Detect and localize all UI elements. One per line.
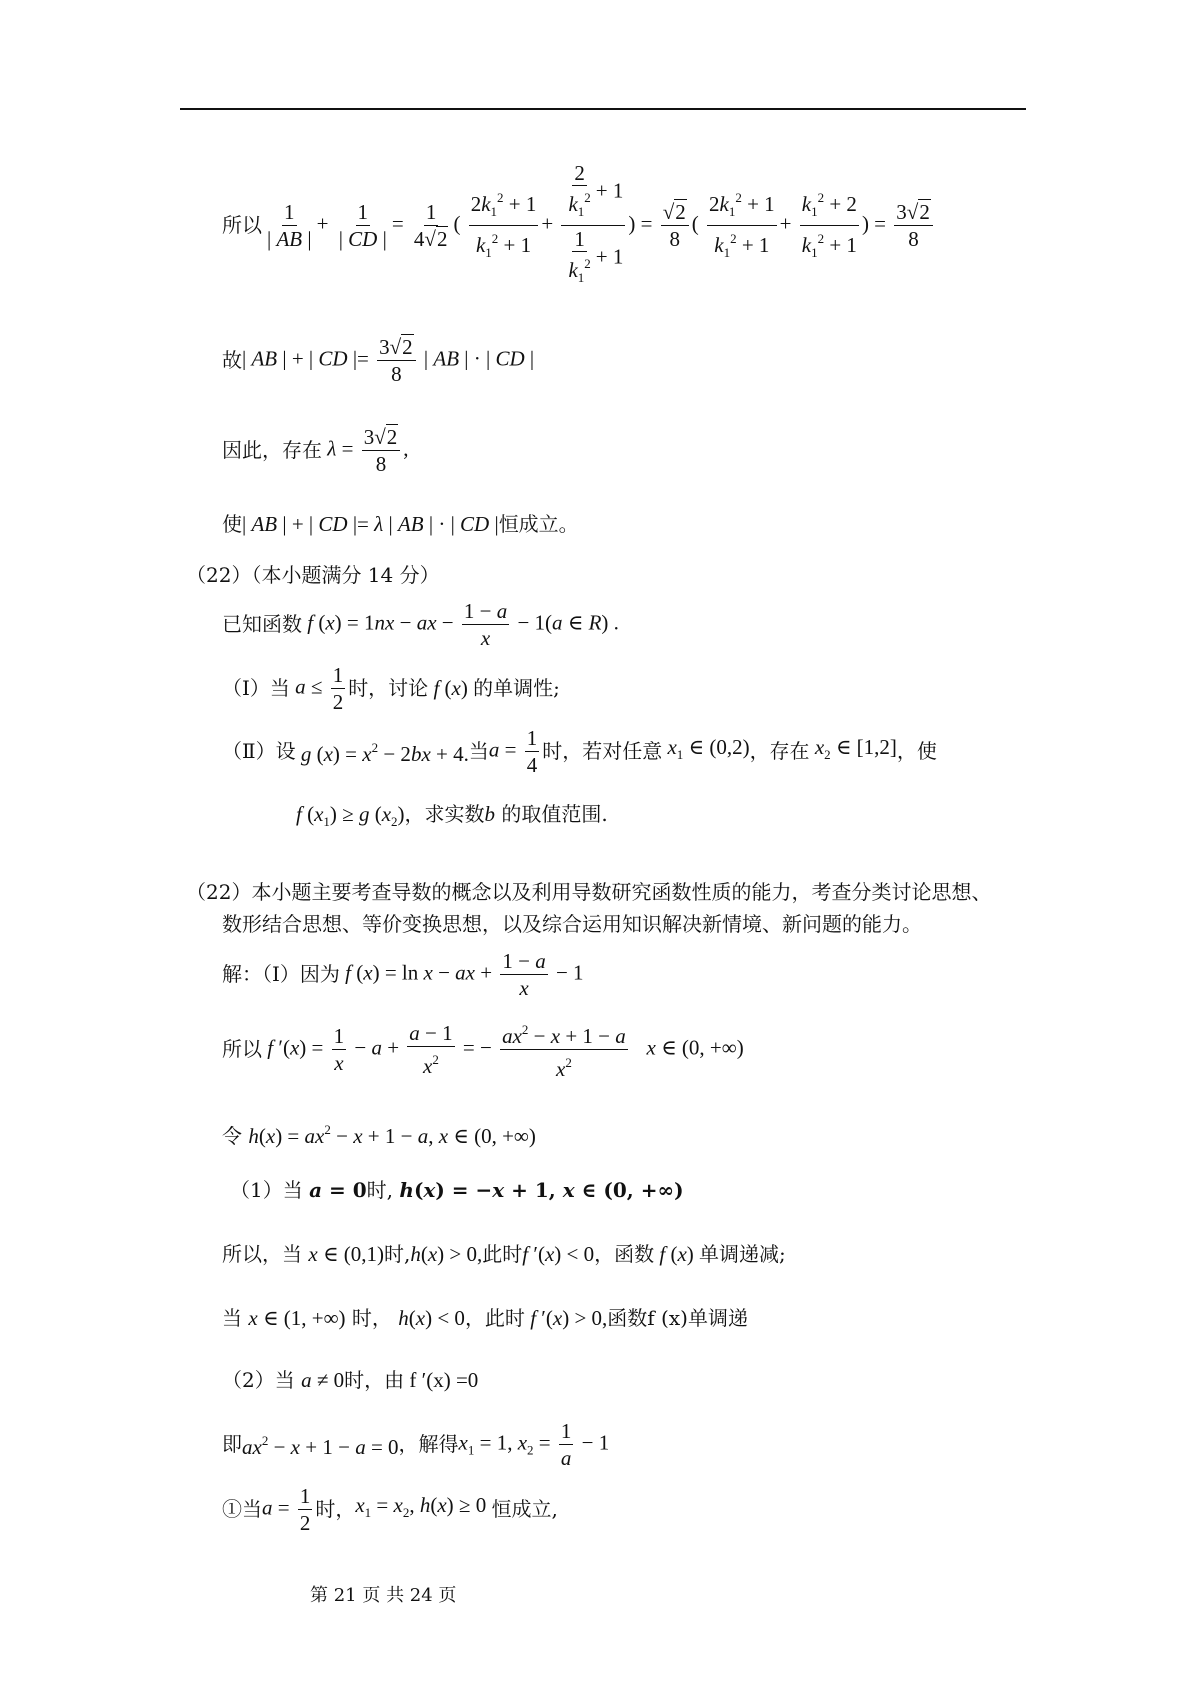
solution-case1: （1）当 a = 0时, h(x) = −x + 1, x ∈ (0, +∞) [230,1178,684,1202]
solution-derivative: 所以 f ′(x) = $\frac{1}{x}$ − a + $\frac{a - 1}{x^2}$ = − $\frac{ax^2 - x + 1 - a}{x^2}$ x ∈ (0, +∞) [222,1016,744,1082]
analysis-line1: （22）本小题主要考查导数的概念以及利用导数研究函数性质的能力，考查分类讨论思想、 [186,880,992,904]
solution-case1-inc: 当 x ∈ (1, +∞) 时， h(x) < 0，此时 f ′(x) > 0,函数f (x)单调递 [222,1306,748,1330]
problem-intro: 已知函数 f (x) = 1nx − ax − $\frac{1 - a}{x}$ − 1(a ∈ R) . [222,598,619,650]
solution-circ1: ①当 a = $\frac{1}{2}$ 时， $x_1 = x_2$, h(x) ≥ 0 恒成立, [222,1483,558,1535]
solution-case2: （2）当 a ≠ 0时，由 f ′(x) =0 [222,1368,479,1392]
solution-ling: 令 $h(x) = ax^2 - x + 1 - a$, x ∈ (0, +∞) [222,1122,536,1148]
analysis-line2: 数形结合思想、等价变换思想，以及综合运用知识解决新情境、新问题的能力。 [222,912,922,936]
equation-sum-reciprocals: 所以 $\frac{1}{| AB |}$ + $\frac{1}{| CD |}$ = $\frac{1}{4√2}$ ( $\frac{2k_1^2 + 1}{k_1^2 + 1}$ + $\frac{2}{k_1^2}$ + 1 $\frac{1}{k_1^2}$ + 1 ) = $\frac{√2}{8}$ ( $\frac{2k_1^2 + 1}{k_1^2 + 1}$ + $\frac{k_1^2 + 2}{k_1^2 + 1}$ ) = $\frac{3√2}{8}$ [222,150,936,300]
problem-part1: （Ⅰ）当 a ≤ $\frac{1}{2}$ 时，讨论 f (x) 的单调性; [222,662,560,714]
text-suoyi: 所以 [222,213,262,237]
solution-case1-dec: 所以，当 x ∈ (0,1)时,h(x) > 0,此时f ′(x) < 0，函数 f (x) 单调递减; [222,1242,786,1266]
page-footer: 第 21 页 共 24 页 [310,1585,457,1606]
equation-yinci: 因此，存在 λ = $\frac{3√2}{8}$ , [222,424,409,476]
equation-gu: 故 | AB | + | CD |= $\frac{3√2}{8}$ | AB | · | CD | [222,334,535,386]
header-rule [180,108,1026,110]
solution-step1: 解：（Ⅰ）因为 f (x) = ln x − ax + $\frac{1 - a}{x}$ − 1 [222,948,584,1000]
problem-part2-line2: f $(x_1) \ge g$ $(x_2)$，求实数b 的取值范围. [296,802,608,829]
equation-shi: 使| AB | + | CD |= λ | AB | · | CD |恒成立。 [222,512,579,536]
problem-part2: （Ⅱ）设 g $(x) = x^2 - 2bx + 4$. 当 a = $\frac{1}{4}$ 时，若对任意 $x_1$ ∈ (0,2) ，存在 $x_2$ ∈ [1,2] ，使 [222,725,937,777]
problem-header: （22）（本小题满分 14 分） [186,563,440,587]
solution-ji: 即 $ax^2 - x + 1 - a = 0$ ，解得 $x_1 = 1$, $x_2$ = $\frac{1}{a}$ − 1 [222,1418,610,1470]
